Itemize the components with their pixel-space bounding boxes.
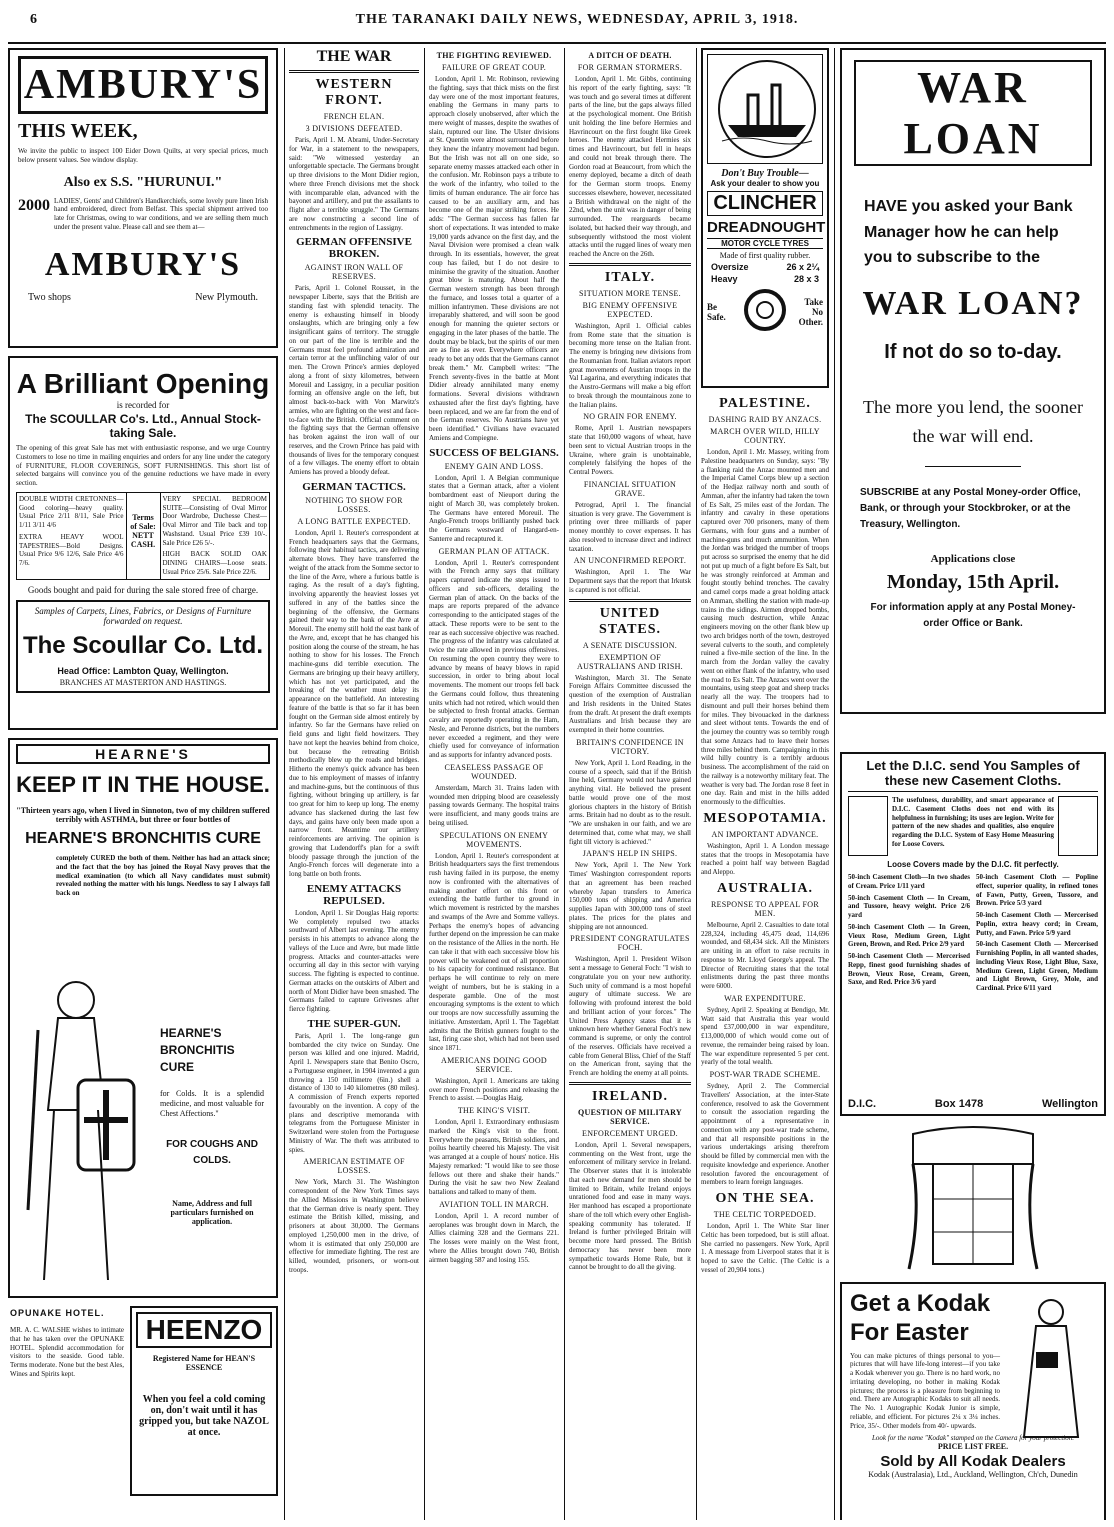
knight-illustration bbox=[18, 970, 138, 1290]
column-ditch-of-death bbox=[569, 48, 691, 1520]
ship-illustration bbox=[707, 54, 823, 164]
ambury-ad bbox=[8, 48, 278, 348]
scoullar-company-line: The SCOULLAR Co's. Ltd., Annual Stock-taking Sale. bbox=[25, 412, 261, 440]
fight-belgians: SUCCESS OF BELGIANS. bbox=[429, 446, 559, 459]
war-loan-date: Monday, 15th April. bbox=[886, 571, 1060, 594]
scoullar-ad bbox=[8, 356, 278, 730]
war-loan-title: WAR LOAN bbox=[854, 60, 1092, 166]
ambury-brand-footer: AMBURY'S bbox=[44, 245, 242, 283]
pal-article-expenditure: Sydney, April 2. Speaking at Bendigo, Mr. Watt said that Australia this year would spend £37,000,000 in war expenditure, £13,000,000 of which would come out of revenue, the remainder being raised by loan. The war expenditure represented 5 per cent. yearly of the total wealth. bbox=[701, 1005, 829, 1067]
scoullar-item-tapestries: EXTRA HEAVY WOOL TAPESTRIES—Bold Designs. Usual Price 9/6 12/6, Sale Price 4/6 7/6. bbox=[19, 532, 124, 567]
ditch-confidence: BRITAIN'S CONFIDENCE IN VICTORY. bbox=[576, 737, 684, 756]
hearne-headline: KEEP IT IN THE HOUSE. bbox=[16, 772, 270, 797]
war-western-front: WESTERN FRONT. bbox=[315, 77, 393, 108]
ditch-united-states: UNITED STATES. bbox=[598, 605, 662, 637]
ditch-article-foch: Washington, April 1. President Wilson sent a message to General Foch: "I wish to congratulate you on your new authority. Such unity of command is a most hopeful augury of ultimate success. We are following with profound interest the bold and brilliant action of your forces." The United Press Agency states that it is unknown here whether General Foch's new command is supreme, or only the control of the reserves. Officials have received a cable from General Bliss, Chief of the Staff on the American front, saying that the French are holding the enemy at all points. bbox=[569, 955, 691, 1077]
ditch-exemption: EXEMPTION OF AUSTRALIANS AND IRISH. bbox=[577, 652, 683, 671]
fight-article-wounded: Amsterdam, March 31. Trains laden with wounded men dripping blood are ceaselessly passing towards Germany. The hospital trains were insufficient, and many goods trains are being utilised. bbox=[429, 783, 559, 827]
war-loan-more: The more you lend, the sooner the war will end. bbox=[863, 396, 1083, 446]
opunake-heading: OPUNAKE HOTEL. bbox=[10, 1308, 105, 1318]
pal-article-meso: Washington, April 1. A London message states that the troops in Mesopotamia have reached a point half way between Bagdad and Aleppo. bbox=[701, 841, 829, 876]
hearne-side-name: HEARNE'S BRONCHITIS CURE bbox=[160, 1026, 235, 1074]
dic-box: Box 1478 bbox=[934, 1098, 984, 1110]
war-loan-if-not: If not do so to-day. bbox=[884, 340, 1062, 363]
kodak-sold: Sold by All Kodak Dealers bbox=[880, 1453, 1066, 1471]
war-article-reuter: London, April 1. Reuter's correspondent at French headquarters says that the Germans, following their habitual tactics, are delivering alternate blows. They have transferred the weight of the attack from the Somme sector to the line of the Avre, where a furious battle is raging. As the result of a day's fighting, involving apparently the heaviest losses yet suffered in any of the battles since the beginning of the offensive, the Germans gained their way to the bank of the Avre at Moreuil. The enemy still hold the east bank of the Avre, and, except that he has changed his position along the course of the stream, he has nothing to show for his losses. The French machine-guns did terrible execution. The Germans are bringing up their heavy artillery, which has not yet participated, and the breaking of the weather must delay its appearance on the battlefield. An interesting feature of the battle is that so far it has been fought on the German side almost entirely by infantry. So far the Germans have relied on field guns and light field howitzers. They have not kept the heavies behind from choice, but because the retreating British methodically blew up the roads and bridges. Hitherto the enemy's quick advance has been due to his employment of masses of infantry and machine-guns, but the continuous of thus fighting, without bringing up artillery, is far too great for him to keep up long. The enemy advance has slackened during the last few days, and gains have only been made upon a narrow front. Meantime our artillery reinforcements are arriving. The opinion is growing that Ludendorff's plan for a swift bloody passage through the junction of the Anglo-French forces will degenerate into a long battle on both fronts. bbox=[289, 528, 419, 878]
ambury-ship: Also ex S.S. "HURUNUI." bbox=[63, 174, 223, 190]
fabric-roll-icon bbox=[1058, 796, 1098, 856]
masthead-rule bbox=[8, 42, 1106, 44]
ambury-logo: AMBURY'S bbox=[18, 56, 268, 114]
fight-article-plan: London, April 1. Reuter's correspondent with the French army says that military papers captured indicate the steps issued to officers and sub-officers, detailing the German plan of attack. On the backs of the maps are reports prepared of the advance corresponding to the anticipated stages of the attack. These reports were to be sent to the rear as each successive objective was reached. The progress of the infantry was calculated at twice the rate allowed in previous offensives. On resuming the open country they were to advance by means of heavy blows in rapid succession, in order to bring about local movements. The moment our troops fell back the Germans could follow, thus threatening units which had not retired, which would then be subjected to fresh frontal attacks. German cavalry are reportedly operating in the Ham, Nesle, and Peronne districts, but the numbers never exceeded a regiment, and they were chiefly used for conveyance of information and as supports for infantry advanced posts. bbox=[429, 558, 559, 759]
clincher-model: DREADNOUGHT bbox=[707, 219, 826, 236]
war-loan-ask: HAVE you asked your Bank Manager how he can help you to subscribe to the bbox=[864, 198, 1073, 267]
scoullar-samples: Samples of Carpets, Lines, Fabrics, or Designs of Furniture forwarded on request. bbox=[34, 605, 252, 626]
heenzo-sub: Registered Name for HEAN'S ESSENCE bbox=[152, 1354, 256, 1372]
pal-aus-sub: RESPONSE TO APPEAL FOR MEN. bbox=[710, 899, 820, 918]
fight-aviation: AVIATION TOLL IN MARCH. bbox=[439, 1199, 549, 1209]
ditch-article-reading: New York, April 1. Lord Reading, in the course of a speech, said that if the British line held, Germany would not have gained anything vital. He believed the present battle would prove one of the most glorious chapters in the history of British arms. Britain had no doubt as to the result. "We are unshaken in our faith, and we are determined that, come what may, we shall fight till victory is achieved." bbox=[569, 758, 691, 846]
ditch-enforcement: ENFORCEMENT URGED. bbox=[582, 1128, 678, 1138]
war-offensive-broken: GERMAN OFFENSIVE BROKEN. bbox=[296, 236, 412, 261]
ditch-article-financial: Petrograd, April 1. The financial situation is very grave. The Government is printing over three milliards of paper money monthly to cover expenses. It has also resolved to increase direct and indirect taxation. bbox=[569, 500, 691, 553]
hearne-body: completely CURED the both of them. Neither has had an attack since; and the fact that the boy has joined the Royal Navy proves that the medical examination (to which all Navy candidates must submit) revealed nothing the matter with his lungs. Needless to say I always fall back on bbox=[56, 854, 270, 897]
ambury-heading: THIS WEEK, bbox=[18, 120, 138, 142]
column-palestine bbox=[701, 48, 829, 1520]
pal-sub: DASHING RAID BY ANZACS. bbox=[708, 415, 822, 424]
hearne-address: Name, Address and full particulars furnished on application. bbox=[170, 1199, 254, 1227]
fight-gain-loss: ENEMY GAIN AND LOSS. bbox=[444, 461, 544, 471]
war-french-elan: FRENCH ELAN. bbox=[323, 112, 385, 121]
ambury-town: New Plymouth. bbox=[195, 291, 258, 303]
column-divider bbox=[564, 48, 565, 1520]
war-loan-ad bbox=[840, 48, 1106, 714]
pal-sub2: MARCH OVER WILD, HILLY COUNTRY. bbox=[710, 427, 820, 445]
clincher-size2: 28 x 3 bbox=[793, 274, 819, 284]
war-german-tactics: GERMAN TACTICS. bbox=[302, 480, 406, 493]
scoullar-branches: BRANCHES AT MASTERTON AND HASTINGS. bbox=[59, 677, 227, 687]
ambury-body: LADIES', Gents' and Children's Handkerchiefs, some lovely pure linen Irish hand embroidered, direct from Belfast. This special shipment arrived too late for Christmas, owing to war conditions, and we are selling them much under the present value. Please call and see them at— bbox=[54, 196, 268, 231]
scoullar-recorded: is recorded for bbox=[116, 400, 170, 410]
ditch-article-gibbs: London, April 1. Mr. Gibbs, continuing his report of the early fighting, says: "It was touch and go several times at different parts of the line, but the gaps always filled at the psychological moment. One British unit holding the line before Hermies and Havrincourt on the first fought like Greek heroes. The enemy attacked Hermies six times and Havrincourt, but fell in heaps and could not break through there. The Gordon road at Beaucourt, from which the enemy deployed, became a ditch of death for the German storm troops. Enemy successes elsewhere, however, necessitated a British withdrawal on the night of the 22nd, when the unit was in danger of being surrounded. The rearguards became isolated, but hacked their way through, and subsequently withstood the most violent attacks until the rugged lines of weary men reached the Ancre on the 26th. bbox=[569, 75, 691, 258]
dic-title: Let the D.I.C. send You Samples of these new Casement Cloths. bbox=[848, 758, 1098, 792]
pal-article-aus: Melbourne, April 2. Casualties to date total 228,324, including 45,475 dead, 114,696 wounded, and 68,434 sick. All the Ministers are uniting in an effort to raise recruits in response to Mr. Lloyd George's appeal. The Director of Recruiting states that the total enlistments during the past three months were 6000. bbox=[701, 920, 829, 990]
kodak-ad bbox=[840, 1282, 1106, 1520]
scoullar-item-cretonnes: DOUBLE WIDTH CRETONNES—Good coloring—heavy quality. Usual Price 2/11 8/11, Sale Price 1/11 3/11 4/6 bbox=[19, 494, 124, 529]
ditch-military-service: QUESTION OF MILITARY SERVICE. bbox=[578, 1107, 682, 1126]
fight-article-aviation: London, April 1. A record number of aeroplanes was brought down in March, the Allies claiming 328 and the Germans 221. The losses were mainly on the West front, where the Allies brought down 740, British airmen bagging 587 and losing 155. bbox=[429, 1211, 559, 1264]
war-loan-close: Applications close bbox=[930, 553, 1016, 566]
clincher-ad bbox=[701, 48, 829, 388]
pal-australia: AUSTRALIA. bbox=[717, 880, 813, 896]
hearne-product: HEARNE'S BRONCHITIS CURE bbox=[25, 830, 261, 847]
fight-article-king: London, April 1. Extraordinary enthusiasm marked the King's visit to the front. Everywhere the peasants, British soldiers, and poilus heartily cheered his Majesty. The visit was arranged at a couple of hours' notice. His Majesty remarked: "I would like to see those fellows out there and shake their hands." During the visit he saw two New Zealand battalions and talked to many of them. bbox=[429, 1118, 559, 1196]
ditch-article-italy: Washington, April 1. Official cables from Rome state that the situation is becoming more tense on the Italian front. The enemy is bringing new divisions from the Roumanian front. Italian aviators report great movements of Austrian troops in the Val Lagarina, and everything indicates that the Austro-Germans will make a big effort to break through the mountainous zone to the Italian plains. bbox=[569, 321, 691, 409]
column-divider bbox=[424, 48, 425, 1520]
clincher-size2-label: Heavy bbox=[711, 274, 738, 284]
dic-item: 50-inch Casement Cloth — Mercerised Furnishing Poplin, in all wanted shades, including Vieux Rose, Light Blue, Saxe, Medium Green, Light Green, Medium and Light Brown, Grey, Mole, and Cardinal. Price 6/11 yard bbox=[976, 940, 1098, 992]
ditch-article-unconfirmed: Washington, April 1. The War Department says that the report that Irkutsk is captured is not official. bbox=[569, 568, 691, 594]
hearne-coughs: FOR COUGHS AND COLDS. bbox=[166, 1139, 258, 1167]
pal-war-expenditure: WAR EXPENDITURE. bbox=[724, 993, 806, 1003]
dic-item: 50-inch Casement Cloth — Mercerised Repp, finest good furnishing shades of Brown, Vieux Rose, Cream, Green, Saxe, and Red. Price 3/6 yard bbox=[848, 952, 970, 987]
ditch-president: PRESIDENT CONGRATULATES FOCH. bbox=[570, 934, 690, 953]
ditch-ireland: IRELAND. bbox=[591, 1088, 669, 1104]
girl-with-camera-illustration bbox=[1006, 1292, 1096, 1442]
clincher-left: Be Safe. bbox=[707, 302, 726, 322]
heenzo-brand: HEENZO bbox=[136, 1312, 272, 1348]
ditch-italy-sub: SITUATION MORE TENSE. bbox=[579, 288, 681, 298]
war-loan-info: For information apply at any Postal Money-order Office or Bank. bbox=[870, 602, 1076, 630]
dic-item: 50-inch Casement Cloth—In two shades of Cream. Price 1/11 yard bbox=[848, 873, 970, 890]
clincher-tag: Don't Buy Trouble— bbox=[721, 168, 809, 179]
ambury-intro: We invite the public to inspect 100 Eider Down Quilts, at very special prices, much below present values. See window display. bbox=[18, 147, 268, 164]
kodak-title: Get a Kodak For Easter bbox=[850, 1290, 991, 1346]
scoullar-item-chairs: HIGH BACK SOLID OAK DINING CHAIRS—Loose seats. Usual Price 25/6. Sale Price 22/6. bbox=[162, 550, 267, 576]
scoullar-terms: Terms of Sale: NETT CASH. bbox=[127, 493, 161, 579]
ditch-financial: FINANCIAL SITUATION GRAVE. bbox=[583, 479, 677, 498]
war-title: THE WAR bbox=[316, 48, 392, 65]
pal-title: PALESTINE. bbox=[719, 396, 811, 411]
hearne-ad bbox=[8, 738, 278, 1298]
war-article-losses: New York, March 31. The Washington correspondent of the New York Times says the Allied Missions in Washington believe that the German drive is nearly spent. They estimate the British killed, missing, and prisoners at about 30,000. The Germans employed 1,250,000 men in the drive, of whom it is estimated that only 250,000 are effective for immediate fighting. The rest are killed, wounded, prisoners, or worn-out troops. bbox=[289, 1178, 419, 1274]
war-loan-subscribe: SUBSCRIBE at any Postal Money-order Office, Bank, or through your Stockbroker, or at the Treasury, Wellington. bbox=[860, 487, 1081, 531]
opunake-ad bbox=[8, 1306, 126, 1496]
ditch-title: A DITCH OF DEATH. bbox=[588, 51, 672, 60]
ditch-article-senate: Washington, March 31. The Senate Foreign Affairs Committee discussed the question of the exemption of Australian and Irish residents in the United States from the draft. At present the draft exempts Australians and Irish because they are exempted in their home countries. bbox=[569, 673, 691, 734]
window-illustration bbox=[840, 1124, 1106, 1274]
scoullar-stored: Goods bought and paid for during the sale stored free of charge. bbox=[27, 584, 259, 595]
fight-wounded: CEASELESS PASSAGE OF WOUNDED. bbox=[444, 762, 544, 781]
hearne-testimonial: "Thirteen years ago, when I lived in Sinnoton, two of my children suffered terribly with ASTHMA, but three or four bottles of bbox=[16, 806, 270, 824]
dic-item-list bbox=[848, 873, 1098, 993]
clincher-size1-label: Oversize bbox=[711, 262, 749, 272]
ditch-article-ireland: London, April 1. Several newspapers, commenting on the West front, urge the enforcement of military service in Ireland. The Observer states that it is intolerable that each new demand for men should be limited to Britain, while Ireland enjoys unrationed food and ease in many ways. Her manhood has escaped a proportionate share of the toll which every other English-speaking community has tolerated. If Ireland is further privileged Britain will become more hard pressed. The British democracy has never been more sympathetic towards Home Rule, but it cannot be brought to do all the giving. bbox=[569, 1140, 691, 1272]
war-divisions-defeated: 3 DIVISIONS DEFEATED. bbox=[305, 124, 403, 133]
ditch-article-grain: Rome, April 1. Austrian newspapers state that 160,000 wagons of wheat, have been sent to victual Austrian troops in the Ukraine, where grain is unobtainable, completely falsifying the hopes of the Central Powers. bbox=[569, 424, 691, 476]
war-american-estimate: AMERICAN ESTIMATE OF LOSSES. bbox=[303, 1157, 405, 1176]
column-fighting-reviewed bbox=[429, 48, 559, 1520]
heenzo-body: When you feel a cold coming on, don't wait until it has gripped you, but take NAZOL at once. bbox=[139, 1394, 269, 1438]
clincher-size1: 26 x 2¼ bbox=[786, 262, 819, 272]
pal-article-celtic: London, April 1. The White Star liner Celtic has been torpedoed, but is still afloat. She carried no passengers. New York, April 1. A message from Liverpool states that it is hoped to save the Celtic. (The Celtic is a vessel of 20,904 tons.) bbox=[701, 1222, 829, 1274]
ditch-japan: JAPAN'S HELP IN SHIPS. bbox=[582, 849, 678, 859]
fight-plan-attack: GERMAN PLAN OF ATTACK. bbox=[438, 546, 550, 556]
fight-americans: AMERICANS DOING GOOD SERVICE. bbox=[441, 1055, 547, 1074]
ditch-article-japan: New York, April 1. The New York Times' Washington correspondent reports that an agreement has been reached whereby Japan transfers to America 150,000 tons of shipping and America supplies Japan with 300,000 tons of steel plates. The prices for the plates and shipping are not announced. bbox=[569, 861, 691, 931]
war-article-haig: London, April 1. Sir Douglas Haig reports: We completely repulsed two attacks southward of Albert last evening. The enemy persists in his attempts to advance along the valleys of the Luce and Avre, but made little progress. Attacks and counter-attacks were occurring all day in this sector with varying success. The fighting is expected to continue. German attacks on the outskirts of Albert and north of Mont Didier have been smashed. The Germans failed to capture Grivesnes after fierce fighting. bbox=[289, 908, 419, 1013]
scoullar-headline: A Brilliant Opening bbox=[16, 368, 270, 399]
column-divider bbox=[284, 48, 285, 1520]
ambury-shops: Two shops bbox=[28, 291, 71, 303]
pal-meso-sub: AN IMPORTANT ADVANCE. bbox=[711, 829, 819, 839]
dic-left: D.I.C. bbox=[848, 1098, 877, 1110]
ditch-italy-sub2: BIG ENEMY OFFENSIVE EXPECTED. bbox=[582, 300, 678, 319]
kodak-price-list: PRICE LIST FREE. bbox=[937, 1442, 1009, 1452]
kodak-addr: Kodak (Australasia), Ltd., Auckland, Wellington, Ch'ch, Dunedin bbox=[868, 1470, 1078, 1480]
ambury-count: 2000 bbox=[18, 196, 50, 214]
masthead-title: THE TARANAKI DAILY NEWS, WEDNESDAY, APRIL 3, 1918. bbox=[355, 12, 799, 27]
ditch-no-grain: NO GRAIN FOR ENEMY. bbox=[583, 412, 677, 422]
page-number: 6 bbox=[30, 12, 37, 27]
dic-body: The usefulness, durability, and smart appearance of D.I.C. Casement Cloths does not end with its helpfulness in furnishing; its uses are legion. Write for pattern of the new shades and qualities, also enquire regarding the D.I.C. System of Easy Home Measuring for Loose Covers. bbox=[892, 796, 1054, 848]
ditch-unconfirmed: AN UNCONFIRMED REPORT. bbox=[573, 556, 687, 566]
column-the-war bbox=[289, 48, 419, 1520]
pal-article-post-war: Sydney, April 2. The Commercial Travellers' Association, at the inter-State conference, resolved to ask the Government to consult the association regarding the appointment of a representative in connection with any post-war trade scheme, and that all responsible positions in the various undertakings arising therefrom should be filled by commercial men with the requisite knowledge and experience. Another resolution favored the encouragement of members to learn foreign languages. bbox=[701, 1082, 829, 1187]
scoullar-office: Head Office: Lambton Quay, Wellington. bbox=[57, 665, 229, 676]
opunake-body: MR. A. C. WALSHE wishes to intimate that he has taken over the OPUNAKE HOTEL. Splendid accommodation for visitors to the seaside. Good table. Terms moderate. None but the best Ales, Wines and Spirits kept. bbox=[10, 1326, 124, 1378]
fight-article-belgian: London, April 1. A Belgian communique states that a German attack, after a violent bombardment east of Nieuport during the night of March 30, was completely broken. The Germans have entered Moreuil. The Anglo-French troops brilliantly pushed back the Germans westward of Hangard-en-Santerre and recaptured it. bbox=[429, 473, 559, 543]
war-article-rousset: Paris, April 1. Colonel Rousset, in the newspaper Liberte, says that the British are standing fast with splendid tenacity. The enemy is exhausting himself in bloody onslaughts, which are bringing only a few insignificant gains of territory. The struggle on our part of the line is terrible and the Germans must feel profound admiration and certain terror at the unflinching valor of our men. The Crown Prince's armies deployed along a front of sixty kilometres, between Moreuil and Lassigny, in a peculiar position forming an offensive angle on the left, but almost back-to-back with Von Marwitz's armies, who are fighting on the west and face-to-face with the British. Official comment on the fighting says that the German offensive has broken against the iron wall of our reserves, and the Crown Prince has paid with thousands of lives for the temporary conquest of a few villages. The enemy effort to obtain Amiens has proved a bloody defeat. bbox=[289, 284, 419, 476]
pal-post-war: POST-WAR TRADE SCHEME. bbox=[709, 1070, 821, 1079]
tyre-icon bbox=[743, 288, 787, 336]
pal-celtic: THE CELTIC TORPEDOED. bbox=[713, 1210, 817, 1219]
war-nothing-to-show: NOTHING TO SHOW FOR LOSSES. bbox=[305, 495, 403, 514]
war-iron-wall: AGAINST IRON WALL OF RESERVES. bbox=[304, 263, 404, 282]
scoullar-name: The Scoullar Co. Ltd. bbox=[22, 631, 263, 659]
fabric-roll-icon bbox=[848, 796, 888, 856]
ditch-senate: A SENATE DISCUSSION. bbox=[582, 640, 678, 650]
column-ads-right bbox=[840, 48, 1106, 1520]
pal-article-massey: London, April 1. Mr. Massey, writing from Palestine headquarters on Sunday, says: "By a flanking raid the Anzac mounted men and the Imperial Camel Corps blew up a section of the Hedjaz railway north and south of Amman, after the infantry had taken the town of Es Salt, 25 miles east of the Jordan. The infantry and cavalry in these operations captured over 700 prisoners, many of them Germans, with four guns and a number of machine-guns and much ammunition. When the Jordan was bridged the number of troops put across so surprised the enemy that he did not put up much of a fight before Es Salt, but he was strongly reinforced at Amman and fought stoutly behind trenches. The cavalry and camel corps made a great holding attack on Amman, shelling the station with made-up trains in the sidings. Airmen dropped bombs, causing much destruction, while Anzac engineers moving on the other flank blew up two arch bridges north of the town, destroyed several culverts to the south, and completely ruined a five-mile section of the line. In the march from the Jordan valley the cavalry went on either flank of the infantry, who used the road to Es Salt. The Anzacs went over the mountains, using steep goat and sheep tracks nearly all the way. The troopers had to dismount and pull their horses behind them for miles. They bivouacked in the darkness and sleet without tents. Towards the end of the journey the country was so terribly rough that some Anzacs had to leave their horses three miles behind them. Campaigning in this wild hilly country is a terribly arduous business. The accomplishment of the raid on the railway is a noteworthy military feat. The weather is very bad. The Jordan rose 8 feet in one day. Rain and mist in the hills added enormously to the difficulties. bbox=[701, 448, 829, 806]
dic-ad bbox=[840, 752, 1106, 1116]
heenzo-ad bbox=[130, 1306, 278, 1496]
fight-article-speculations: London, April 1. Reuter's correspondent at British headquarters says the first tremendous rush having failed in its purpose, the enemy now is confronted with the alternatives of making another effort on this front or extending the battle further to ground in which movement is restricted by the marshes and swamps of the Avre and Somme valleys. Perhaps the enemy's hopes of advancing further depend on the impression he can make on the resistance of the Allies in the north. He can take it that with each successive blow his power will be weakened out of all proportion to his capacity for continued resistance. But perhaps he will continue to rely on mere weight of numbers, but he is staking in a desperate gamble. One of the most encouraging symptoms is the extent to which our troops are now successfully assuming the initiative. Amsterdam, April 1. The Tageblatt admits that the British gunners fought to the last, firing case shot, which had not been used since 1871. bbox=[429, 851, 559, 1052]
fight-title: THE FIGHTING REVIEWED. bbox=[436, 51, 552, 60]
war-loan-big: WAR LOAN? bbox=[862, 284, 1084, 322]
dic-item: 50-inch Casement Cloth — Popline effect, superior quality, in refined tones of Fawn, Putty, Green, Tussore, and Brown. Price 5/3 yard bbox=[976, 873, 1098, 908]
clincher-made: Made of first quality rubber. bbox=[719, 251, 811, 260]
ditch-sub: FOR GERMAN STORMERS. bbox=[577, 63, 683, 72]
hearne-side-for: for Colds. It is a splendid medicine, and most valuable for Chest Affections." bbox=[160, 1089, 264, 1119]
scoullar-item-bedroom: VERY SPECIAL BEDROOM SUITE—Consisting of Oval Mirror Door Wardrobe, Duchesse Chest—Oval Mirror and Tile back and top Washstand. Usual Price £39 10/-. Sale Price £26 5/-. bbox=[162, 494, 267, 547]
war-super-gun: THE SUPER-GUN. bbox=[307, 1017, 401, 1030]
column-divider bbox=[696, 48, 697, 1520]
fight-kings-visit: THE KING'S VISIT. bbox=[457, 1106, 531, 1115]
column-divider bbox=[834, 48, 835, 1520]
kodak-body: You can make pictures of things personal to you—pictures that will have life-long interest—if you take a Kodak wherever you go. There is no hard work, no irritating developing, no bother in making Kodak pictures; the process is a pleasure from beginning to end. There are Autographic Kodaks to suit all needs. The No. 1 Autographic Kodak Junior is simple, reliable, and efficient. For pictures 2¼ x 3¼ inches. Price, 35/-. Other models from 40/- upwards. bbox=[850, 1351, 1000, 1430]
pal-mesopotamia: MESOPOTAMIA. bbox=[703, 810, 827, 826]
kodak-look: Look for the name "Kodak" stamped on the Camera for your protection. bbox=[872, 1434, 1074, 1443]
clincher-right: Take No Other. bbox=[798, 297, 823, 327]
war-article-paris: Paris, April 1. M. Abrami, Under-Secretary for War, in a statement to the newspapers, said: "We witnessed yesterday an unforgettable spectacle. The Germans brought up three divisions to the Mont Didier region, where three French divisions met the shock with incomparable elan, advanced with the bayonet and artillery, and put the assailants to flight after a terrible struggle." The Germans are now constructing a second line of entrenchments in the region of Lassigny. bbox=[289, 136, 419, 232]
fight-article-americans: Washington, April 1. Americans are taking over more French positions and releasing the French to assist. —Douglas Haig. bbox=[429, 1076, 559, 1103]
fight-article-robinson: London, April 1. Mr. Robinson, reviewing the fighting, says that thick mists on the first day were one of the most important features, enabling the Germans in many parts to approach closely unobserved, after which the mere weight of masses, despite the swathes of slain, ruptured our line. The Ulster divisions at St. Quentin were almost surrounded before they knew the infantry movement had begun. But the Irish was not all on one side, so separate enemy masses attacked each other in the confusion. Mr. Robinson pays a tribute to the work of the infantry, who toiled to the limits of human endurance. The air force has caused to be an auxiliary arm, and has become one of the major striking forces. He adds: "The German success has fallen far short of expectations. It was intended to make 19,000 yards advance on the first day, and the Naval Division were promised a clean walk through. In its essentials, however, the great coup has failed, but I do not desire to minimise the gravity of the situation. Another great blow is maturing. About half the German western strength has been through the furnace, and losses total a quarter of a million infantrymen. These divisions are not irreparably shattered, and will soon be good enough for manning the quieter sectors or engaging in the later phases of the battle. The doubt may be black, but the spirits of our men are as fine as ever. Everywhere officers are ready to bet any odds that the Germans cannot break them." Mr. Campbell writes: "The French seventy-fives in the battle at Mont Didier already annihilated many enemy formations. Several divisions withdrawn exhausted after the first day's fighting, have been replaced, and we are far from the end of the German reserves. No Austrians have yet been identified." Civilians have evacuated Amiens and Compiegne. bbox=[429, 75, 559, 442]
dic-made: Loose Covers made by the D.I.C. fit perfectly. bbox=[887, 860, 1059, 869]
ditch-italy: ITALY. bbox=[604, 269, 656, 285]
war-attacks-repulsed: ENEMY ATTACKS REPULSED. bbox=[306, 882, 402, 907]
hearne-brand: HEARNE'S bbox=[16, 744, 270, 764]
dic-right: Wellington bbox=[1041, 1098, 1098, 1110]
war-long-battle: A LONG BATTLE EXPECTED. bbox=[297, 516, 411, 526]
clincher-ask: Ask your dealer to show you bbox=[710, 179, 820, 188]
column-ads-left bbox=[8, 48, 278, 1520]
fight-sub: FAILURE OF GREAT COUP. bbox=[441, 63, 547, 72]
war-article-super-gun: Paris, April 1. The long-range gun bombarded the city twice on Sunday. One person was killed and one injured. Madrid, April 1. Newspapers state that Benito Oscro, a Portuguese engineer, in 1904 invented a gun throwing a 150 millimetre (6in.) shell a distance of 130 to 140 kilometres (80 miles). A commission of French experts reported favourably on the invention. A copy of the plans and descriptive memoranda with telegrams from the Portuguese Minister in Switzerland were stolen from the Portuguese Ministry of War. The theft was attributed to spies. bbox=[289, 1031, 419, 1154]
clincher-brand: CLINCHER bbox=[707, 191, 823, 216]
clincher-kind: MOTOR CYCLE TYRES bbox=[707, 238, 823, 249]
dic-item: 50-inch Casement Cloth — Mercerised Poplin, extra heavy cord; in Cream, Putty, and Fawn. Price 5/9 yard bbox=[976, 911, 1098, 937]
dic-item: 50-inch Casement Cloth — In Cream, and Tussore, heavy weight. Price 2/6 yard bbox=[848, 893, 970, 919]
pal-on-the-sea: ON THE SEA. bbox=[715, 1191, 815, 1206]
dic-item: 50-inch Casement Cloth — In Green, Vieux Rose, Medium Green, Light Green, Brown, and Red. Price 2/9 yard bbox=[848, 922, 970, 949]
scoullar-body: The opening of this great Sale has met with enthusiastic response, and we urge Country Customers to lose no time in mailing enquiries and orders for any line under the category of FURNITURE, FLOOR COVERINGS, SOFT FURNISHINGS. This short list of selected bargains will convince you of the genuine reductions we have made in every section. bbox=[16, 444, 270, 487]
masthead bbox=[0, 0, 1114, 40]
fight-speculations: SPECULATIONS ON ENEMY MOVEMENTS. bbox=[439, 830, 549, 849]
